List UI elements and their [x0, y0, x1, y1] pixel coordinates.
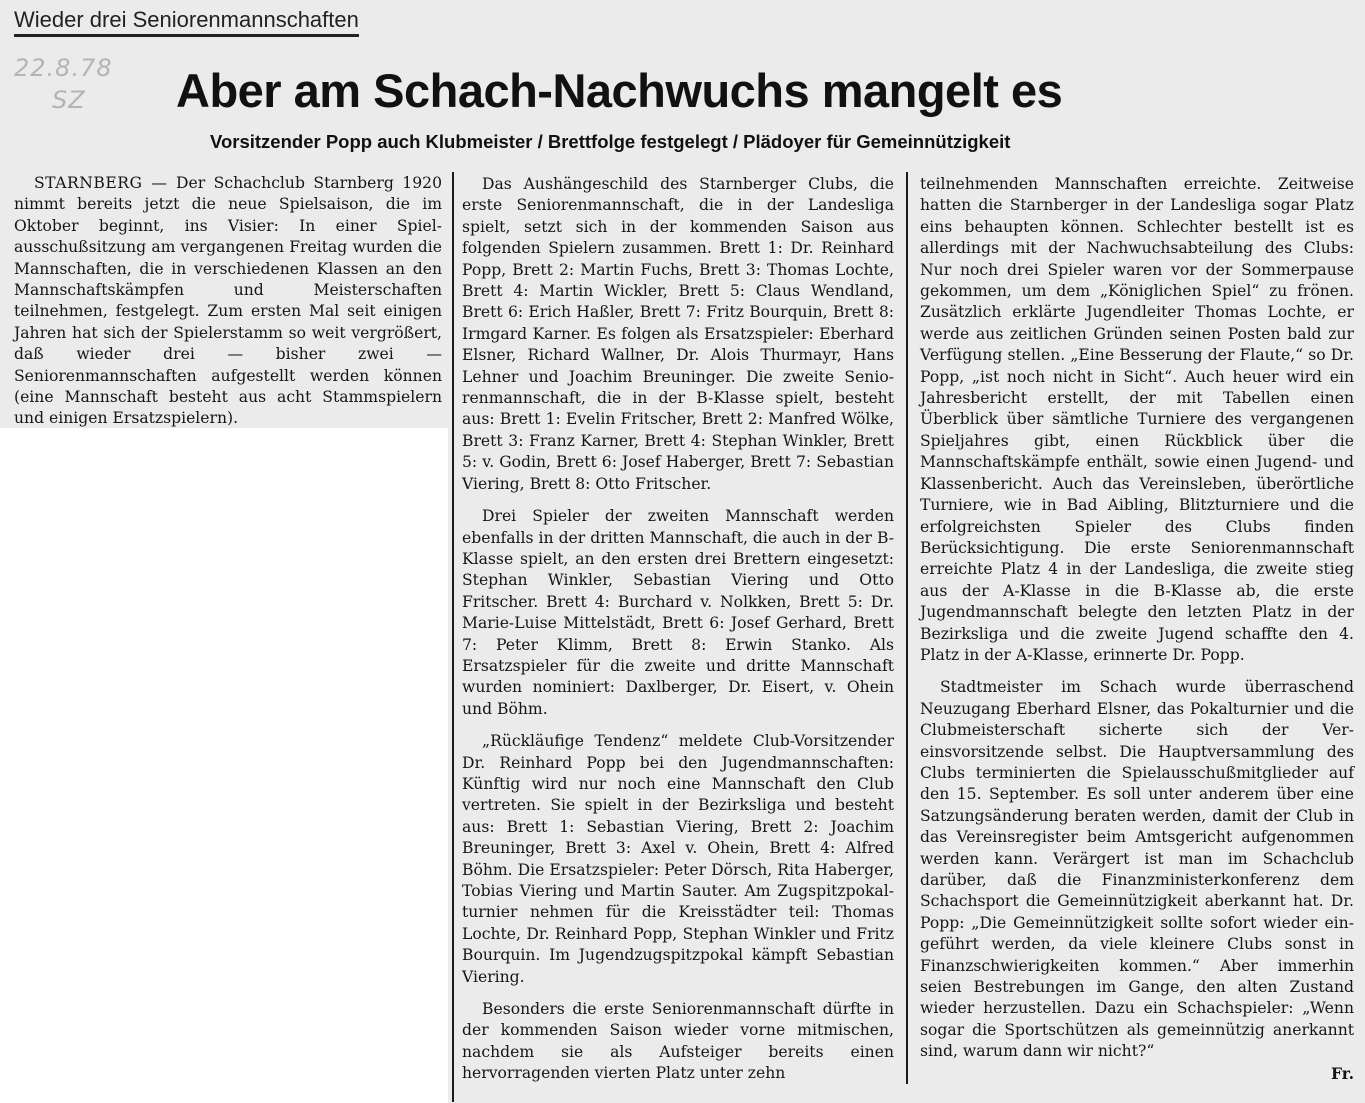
- paragraph: [14, 173, 442, 430]
- subheadline: Vorsitzender Popp auch Klubmeister / Brettfolge festgelegt / Plädoyer für Gemeinnützigkeit: [210, 131, 1011, 152]
- column-divider: [452, 172, 454, 1102]
- paragraph: Das Aushängeschild des Starnberger Clubs, die erste Seniorenmannschaft, die in der Landesliga spielt, setzt sich in der kommenden Saison aus folgenden Spielern zusammen. Brett 1: Dr. Reinhard Popp, Brett 2: Martin Fuchs, Brett 3: Thomas Lochte, Brett 4: Martin Wickler, Brett 5: Claus Wendland, Brett 6: Erich Haßler, Brett 7: Fritz Bourquin, Brett 8: Irmgard Karner. Es folgen als Ersatzspieler: Eberhard Elsner, Richard Wallner, Dr. Alois Thurmayr, Hans Lehner und Joachim Breuninger. Die zweite Seniorenmannschaft, die in der B-Klasse spielt, besteht aus: Brett 1: Evelin Fritscher, Brett 2: Manfred Wölke, Brett 3: Franz Karner, Brett 4: Stephan Winkler, Brett 5: v. Godin, Brett 6: Josef Haberger, Brett 7: Sebastian Viering, Brett 8: Otto Fritscher.: [462, 175, 894, 493]
- dateline: STARNBERG —: [34, 174, 168, 192]
- handwritten-date: 22.8.78: [14, 54, 113, 82]
- paragraph: Besonders die erste Seniorenmannschaft dürfte in der kommenden Saison wieder vorne mitmischen, nachdem sie als Aufsteiger bereits einen hervorragenden vierten Platz unter zehn: [462, 1000, 894, 1083]
- article-column-1: [14, 173, 442, 430]
- blank-paper-area: [0, 428, 448, 1103]
- paragraph-text: Der Schachclub Starnberg 1920 nimmt bereits jetzt die neue Spielsaison, die im Oktober beginnt, ins Visier: In einer Spielausschußsitzung am vergangenen Freitag wurden die Mannschaften, die in verschiedenen Klassen an den Mannschaftskämpfen und Meisterschaften teilnehmen, festgelegt. Zum ersten Mal seit einigen Jahren hat sich der Spielerstamm so weit vergrößert, daß wieder drei — bisher zwei — Seniorenmannschaften aufgestellt werden können (eine Mannschaft besteht aus acht Stammspielern und einigen Ersatzspielern).: [14, 174, 442, 428]
- paragraph: „Rückläufige Tendenz“ meldete Club-Vorsitzender Dr. Reinhard Popp bei den Jugendmannschaften: Künftig wird nur noch eine Mannschaft den Club vertreten. Sie spielt in der Bezirksliga und besteht aus: Brett 1: Sebastian Viering, Brett 2: Joachim Breuninger, Brett 3: Axel v. Ohein, Brett 4: Alfred Böhm. Die Ersatzspieler: Peter Dörsch, Rita Haberger, Tobias Viering und Martin Sauter. Am Zugspitzpokalturnier nehmen für die Kreisstädter teil: Thomas Lochte, Dr. Reinhard Popp, Stephan Winkler und Fritz Bourquin. Im Jugendzugspitzpokal kämpft Sebastian Viering.: [462, 732, 894, 986]
- article-column-2: [462, 174, 894, 1085]
- article-column-3: [920, 174, 1354, 1084]
- paragraph: Stadtmeister im Schach wurde überraschend Neuzugang Eberhard Elsner, das Pokalturnier und die Clubmeisterschaft sicherte sich der Vereinsvorsitzende selbst. Die Hauptversammlung des Clubs terminierten die Spielausschußmitglieder auf den 15. September. Es soll unter anderem über eine Satzungsänderung beraten werden, damit der Club in das Vereinsregister beim Amtsgericht aufgenommen werden kann. Verärgert ist man im Schachclub darüber, daß die Finanzministerkonferenz dem Schachsport die Gemeinnützigkeit aberkannt hat. Dr. Popp: „Die Gemeinnützigkeit sollte sofort wieder eingeführt werden, da viele kleinere Clubs sonst in Finanzschwierigkeiten kommen.“ Aber immerhin seien Bestrebungen im Gange, den alten Zustand wieder herzustellen. Dazu ein Schachspieler: „Wenn sogar die Sportschützen als gemeinnützig anerkannt sind, warum dann wir nicht?“: [920, 678, 1354, 1061]
- column-divider: [906, 172, 908, 1084]
- paragraph: teilnehmenden Mannschaften erreichte. Zeitweise hatten die Starnberger in der Landesliga sogar Platz eins behaupten können. Schlechter bestellt ist es allerdings mit der Nachwuchsabteilung des Clubs: Nur noch drei Spieler waren vor der Sommerpause gekommen, um dem „Königlichen Spiel“ zu frönen. Zusätzlich erklärte Jugendleiter Thomas Lochte, er werde aus zeitlichen Gründen seinen Posten bald zur Verfügung stellen. „Eine Besserung der Flaute,“ so Dr. Popp, „ist noch nicht in Sicht“. Auch heuer wird ein Jahresbericht erstellt, der mit Tabellen einen Überblick über sämtliche Turniere des vergangenen Spieljahres gibt, einen Rückblick über die Mannschaftskämpfe enthält, sowie einen Jugend- und Klassenbericht. Auch das Vereinsleben, überörtliche Turniere, wie in Bad Aibling, Blitzturniere und die erfolgreichsten Spieler des Clubs finden Berücksichtigung. Die erste Seniorenmannschaft erreichte Platz 4 in der Landesliga, die zweite stieg aus der A-Klasse in die B-Klasse ab, die erste Jugendmannschaft belegte den letzten Platz in der Bezirksliga und die zweite Jugend schaffte den 4. Platz in der A-Klasse, erinnerte Dr. Popp.: [920, 175, 1354, 664]
- handwritten-note: [14, 52, 113, 116]
- kicker-title: Wieder drei Seniorenmannschaften: [14, 8, 359, 37]
- headline: Aber am Schach-Nachwuchs mangelt es: [176, 64, 1063, 117]
- handwritten-source: SZ: [52, 86, 86, 114]
- paragraph: Drei Spieler der zweiten Mannschaft werden ebenfalls in der dritten Mannschaft, die auch in der B-Klasse spielt, an den ersten drei Brettern eingesetzt: Stephan Winkler, Sebastian Viering und Otto Fritscher. Brett 4: Burchard v. Nolkken, Brett 5: Dr. Marie-Luise Mittelstädt, Brett 6: Josef Gerhard, Brett 7: Peter Klimm, Brett 8: Erwin Stanko. Als Ersatzspieler für die zweite und dritte Mannschaft wurden nominiert: Daxlberger, Dr. Eisert, v. Ohein und Böhm.: [462, 507, 894, 718]
- author-initials: Fr.: [1330, 1063, 1354, 1083]
